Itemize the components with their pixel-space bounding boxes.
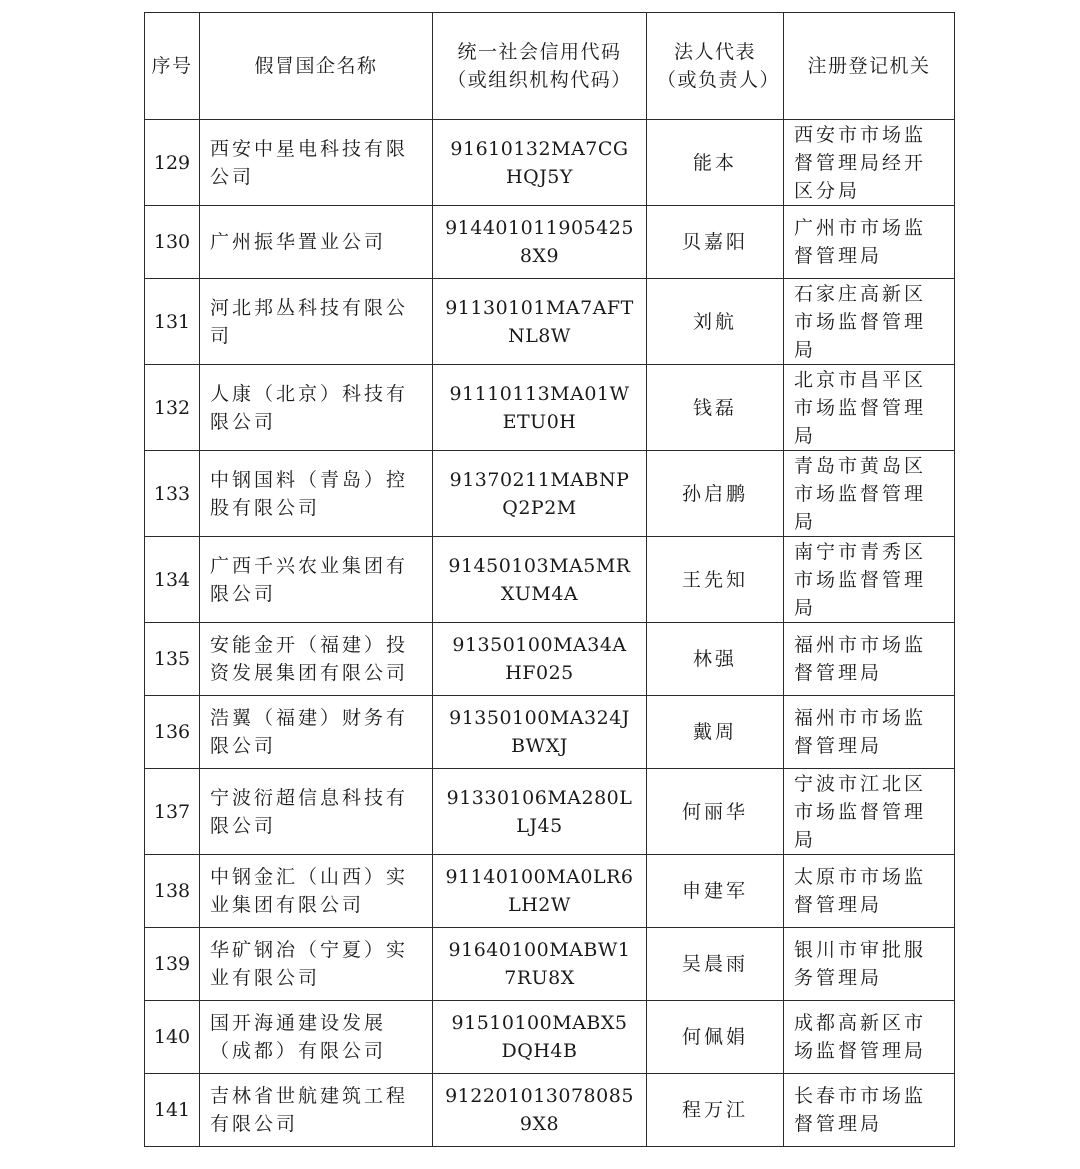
table-row [145, 769, 955, 855]
serial-number: 137 [145, 769, 200, 855]
serial-number: 140 [145, 1001, 200, 1074]
registration-authority: 福州市市场监督管理局 [784, 696, 955, 769]
serial-number: 129 [145, 120, 200, 206]
legal-representative: 刘航 [647, 279, 784, 365]
serial-number: 136 [145, 696, 200, 769]
company-name: 中钢国料（青岛）控股有限公司 [200, 451, 433, 537]
registration-authority: 青岛市黄岛区市场监督管理局 [784, 451, 955, 537]
credit-code: 9122010130780859X8 [433, 1074, 647, 1147]
company-name: 宁波衍超信息科技有限公司 [200, 769, 433, 855]
company-name: 西安中星电科技有限公司 [200, 120, 433, 206]
header-company-name: 假冒国企名称 [200, 13, 433, 120]
table-row [145, 928, 955, 1001]
registration-authority: 宁波市江北区市场监督管理局 [784, 769, 955, 855]
registration-authority: 广州市市场监督管理局 [784, 206, 955, 279]
serial-number: 135 [145, 623, 200, 696]
credit-code: 91130101MA7AFTNL8W [433, 279, 647, 365]
credit-code: 91450103MA5MRXUM4A [433, 537, 647, 623]
registration-authority: 南宁市青秀区市场监督管理局 [784, 537, 955, 623]
registration-authority: 石家庄高新区市场监督管理局 [784, 279, 955, 365]
serial-number: 130 [145, 206, 200, 279]
table-row [145, 1074, 955, 1147]
registration-authority: 北京市昌平区市场监督管理局 [784, 365, 955, 451]
serial-number: 133 [145, 451, 200, 537]
table-row [145, 696, 955, 769]
legal-representative: 程万江 [647, 1074, 784, 1147]
company-name: 华矿钢冶（宁夏）实业有限公司 [200, 928, 433, 1001]
credit-code: 91370211MABNPQ2P2M [433, 451, 647, 537]
credit-code: 91640100MABW17RU8X [433, 928, 647, 1001]
registration-authority: 长春市市场监督管理局 [784, 1074, 955, 1147]
header-row [145, 13, 955, 120]
registration-authority: 西安市市场监督管理局经开区分局 [784, 120, 955, 206]
registration-authority: 成都高新区市场监督管理局 [784, 1001, 955, 1074]
table-row [145, 206, 955, 279]
company-name: 广州振华置业公司 [200, 206, 433, 279]
legal-representative: 何佩娟 [647, 1001, 784, 1074]
legal-representative: 钱磊 [647, 365, 784, 451]
credit-code: 91350100MA34AHF025 [433, 623, 647, 696]
registration-authority: 银川市审批服务管理局 [784, 928, 955, 1001]
legal-representative: 能本 [647, 120, 784, 206]
legal-representative: 戴周 [647, 696, 784, 769]
company-name: 浩翼（福建）财务有限公司 [200, 696, 433, 769]
serial-number: 139 [145, 928, 200, 1001]
table-row [145, 623, 955, 696]
table-row [145, 855, 955, 928]
credit-code: 91110113MA01WETU0H [433, 365, 647, 451]
table-row [145, 279, 955, 365]
table-row [145, 451, 955, 537]
credit-code: 91350100MA324JBWXJ [433, 696, 647, 769]
table-row [145, 537, 955, 623]
credit-code: 91140100MA0LR6LH2W [433, 855, 647, 928]
legal-representative: 申建军 [647, 855, 784, 928]
header-registration-authority: 注册登记机关 [784, 13, 955, 120]
serial-number: 132 [145, 365, 200, 451]
company-name: 吉林省世航建筑工程有限公司 [200, 1074, 433, 1147]
table-row [145, 120, 955, 206]
company-name: 中钢金汇（山西）实业集团有限公司 [200, 855, 433, 928]
legal-representative: 贝嘉阳 [647, 206, 784, 279]
credit-code: 91330106MA280LLJ45 [433, 769, 647, 855]
counterfeit-soe-table [144, 12, 955, 1147]
company-name: 河北邦丛科技有限公司 [200, 279, 433, 365]
serial-number: 138 [145, 855, 200, 928]
company-name: 安能金开（福建）投资发展集团有限公司 [200, 623, 433, 696]
credit-code: 9144010119054258X9 [433, 206, 647, 279]
legal-representative: 王先知 [647, 537, 784, 623]
registration-authority: 太原市市场监督管理局 [784, 855, 955, 928]
table-row [145, 365, 955, 451]
serial-number: 141 [145, 1074, 200, 1147]
credit-code: 91510100MABX5DQH4B [433, 1001, 647, 1074]
serial-number: 131 [145, 279, 200, 365]
company-name: 国开海通建设发展（成都）有限公司 [200, 1001, 433, 1074]
header-legal-representative: 法人代表（或负责人） [647, 13, 784, 120]
credit-code: 91610132MA7CGHQJ5Y [433, 120, 647, 206]
header-serial-number: 序号 [145, 13, 200, 120]
legal-representative: 何丽华 [647, 769, 784, 855]
company-name: 人康（北京）科技有限公司 [200, 365, 433, 451]
registration-authority: 福州市市场监督管理局 [784, 623, 955, 696]
header-credit-code: 统一社会信用代码（或组织机构代码） [433, 13, 647, 120]
legal-representative: 孙启鹏 [647, 451, 784, 537]
company-name: 广西千兴农业集团有限公司 [200, 537, 433, 623]
legal-representative: 吴晨雨 [647, 928, 784, 1001]
serial-number: 134 [145, 537, 200, 623]
legal-representative: 林强 [647, 623, 784, 696]
table-row [145, 1001, 955, 1074]
